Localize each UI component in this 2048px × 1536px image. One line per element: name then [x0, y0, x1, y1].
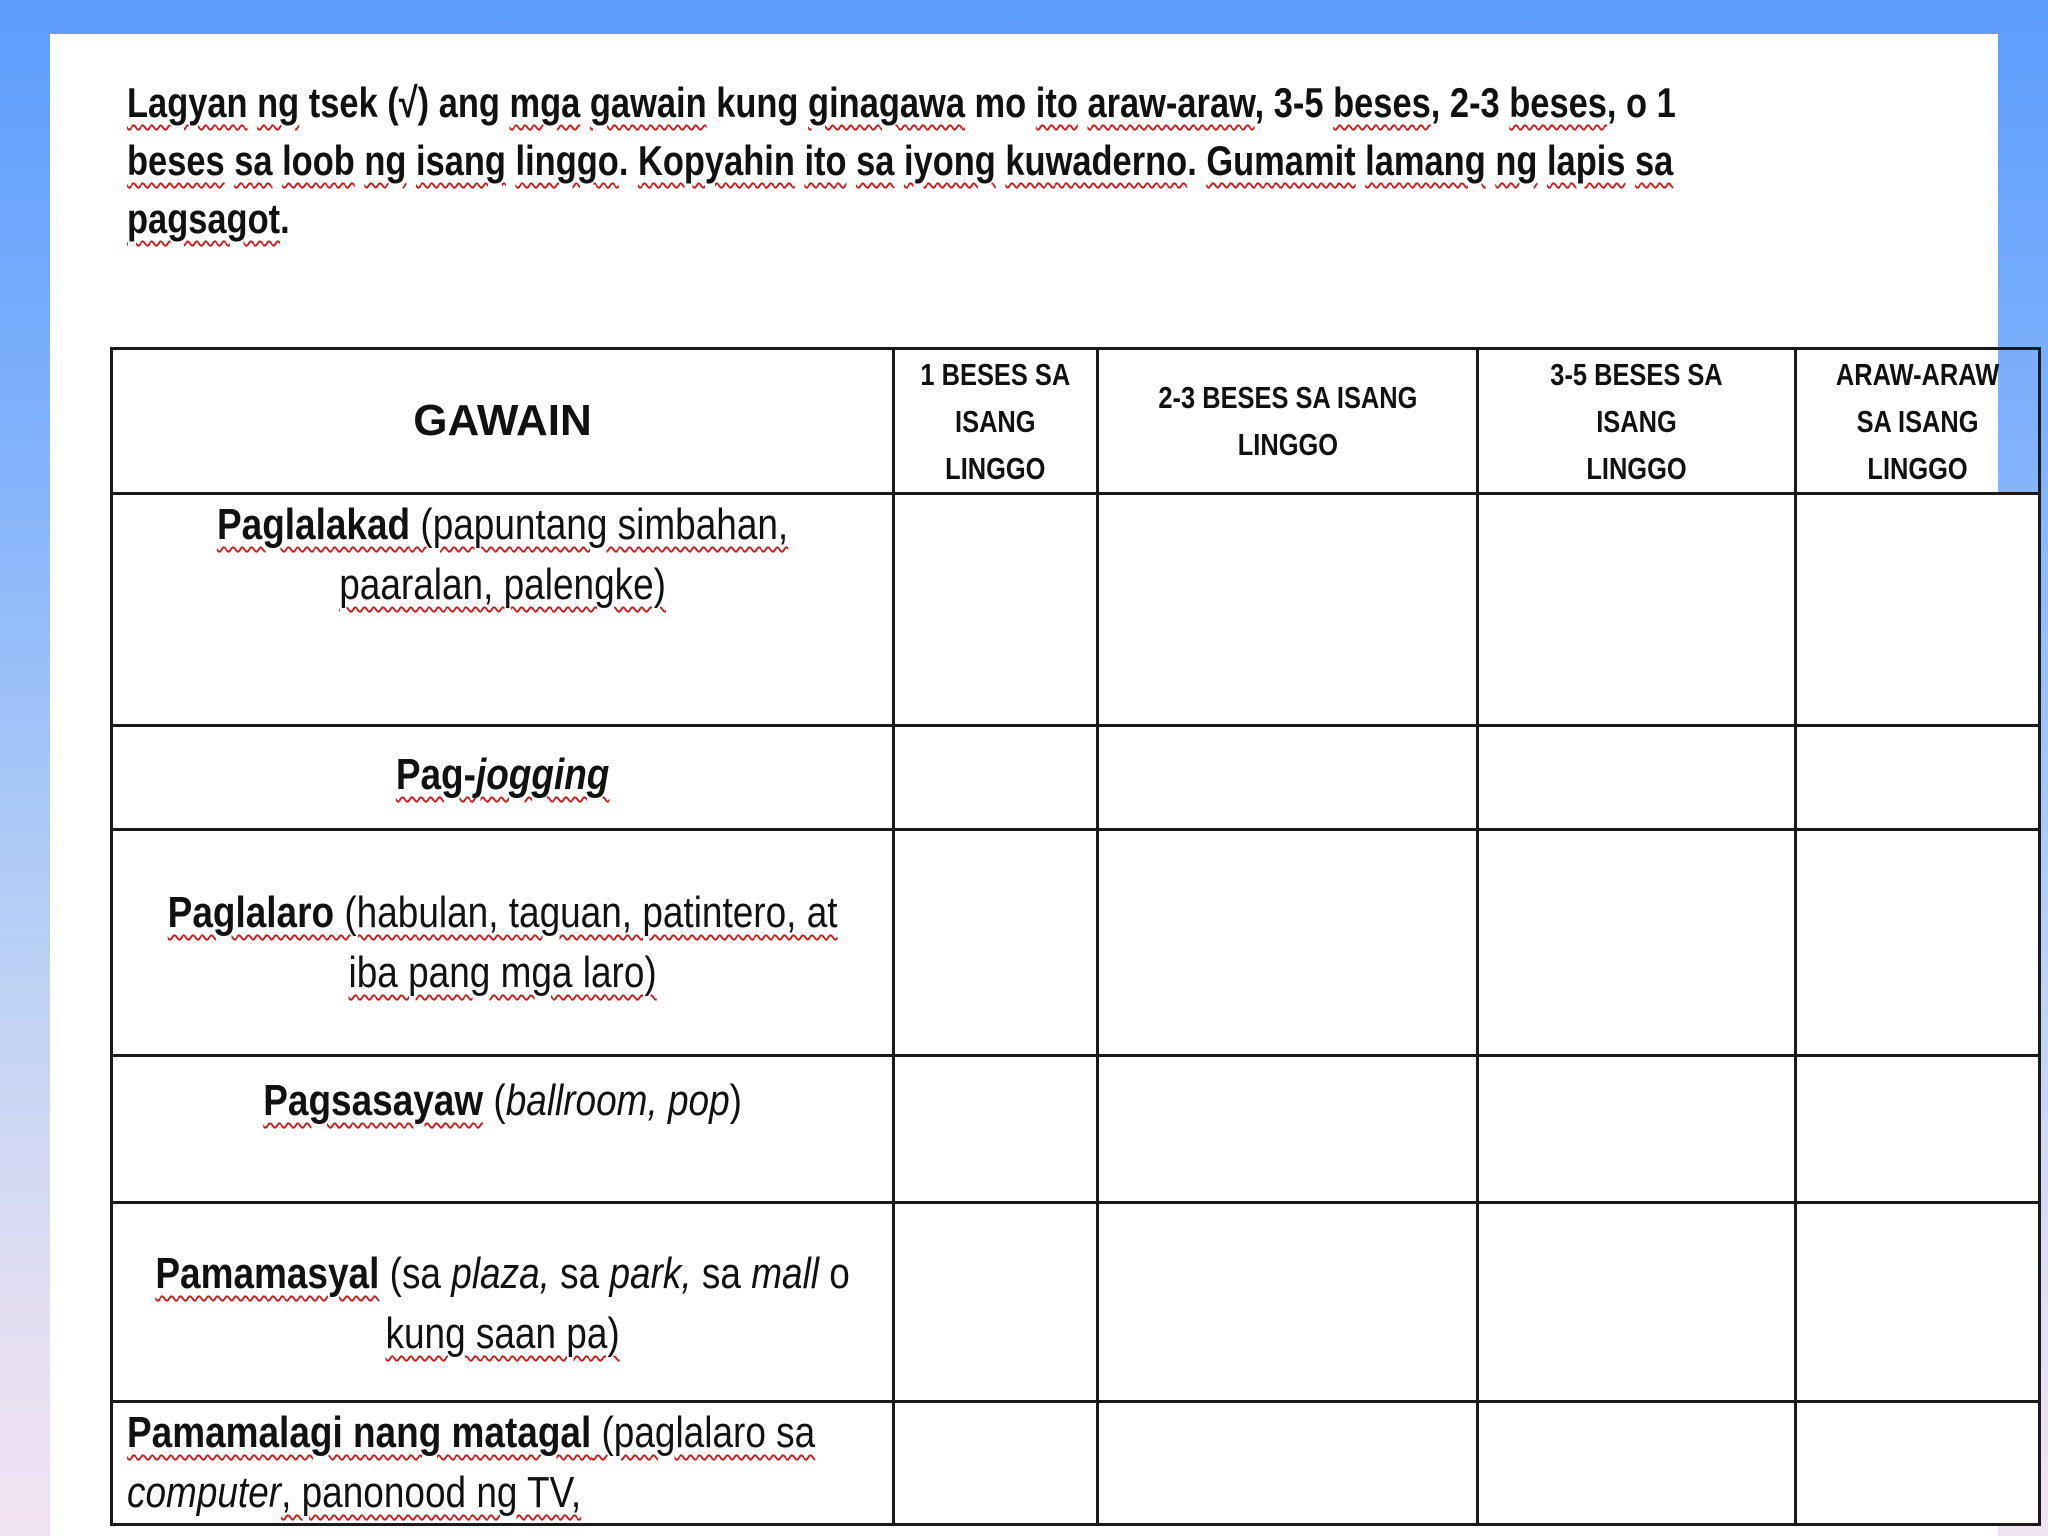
check-cell[interactable] [894, 726, 1098, 830]
check-cell[interactable] [1478, 1402, 1796, 1525]
check-cell[interactable] [894, 1203, 1098, 1402]
instructions-line-1: Lagyan ng tsek (√) ang mga gawain kung ginagawa mo ito araw-araw, 3-5 beses, 2-3 beses, o 1 [127, 79, 1676, 126]
check-cell[interactable] [1796, 726, 2040, 830]
check-cell[interactable] [1098, 1203, 1478, 1402]
activity-pag-jogging: Pag-jogging [112, 726, 894, 830]
table-row [112, 494, 2040, 726]
instructions-line-2: beses sa loob ng isang linggo. Kopyahin ito sa iyong kuwaderno. Gumamit lamang ng lapis sa [127, 137, 1674, 184]
header-2-3-beses: 2-3 BESES SA ISANG LINGGO [1098, 349, 1478, 494]
activity-table [110, 347, 2041, 1526]
check-cell[interactable] [1098, 494, 1478, 726]
check-cell[interactable] [1478, 830, 1796, 1056]
check-cell[interactable] [1478, 1203, 1796, 1402]
check-cell[interactable] [1796, 1203, 2040, 1402]
header-3-5-beses: 3-5 BESES SA ISANG LINGGO [1478, 349, 1796, 494]
header-gawain: GAWAIN [112, 349, 894, 494]
check-cell[interactable] [1796, 830, 2040, 1056]
header-1-beses: 1 BESES SA ISANG LINGGO [894, 349, 1098, 494]
check-cell[interactable] [1098, 726, 1478, 830]
check-cell[interactable] [1796, 494, 2040, 726]
worksheet-page [50, 34, 1998, 1536]
table-row [112, 1056, 2040, 1203]
instructions-text [127, 74, 1917, 248]
check-cell[interactable] [1478, 1056, 1796, 1203]
table-row [112, 1402, 2040, 1525]
check-cell[interactable] [1796, 1402, 2040, 1525]
check-cell[interactable] [894, 830, 1098, 1056]
check-cell[interactable] [1478, 726, 1796, 830]
activity-paglalaro: Paglalaro (habulan, taguan, patintero, at iba pang mga laro) [112, 830, 894, 1056]
activity-paglalakad: Paglalakad (papuntang simbahan, paaralan, palengke) [112, 494, 894, 726]
check-cell[interactable] [1098, 1056, 1478, 1203]
instructions-line-3: pagsagot. [127, 195, 290, 242]
table-row [112, 1203, 2040, 1402]
check-cell[interactable] [894, 1056, 1098, 1203]
activity-pamamasyal: Pamamasyal (sa plaza, sa park, sa mall o kung saan pa) [112, 1203, 894, 1402]
table-row [112, 830, 2040, 1056]
check-cell[interactable] [894, 1402, 1098, 1525]
check-cell[interactable] [1098, 1402, 1478, 1525]
check-cell[interactable] [894, 494, 1098, 726]
check-cell[interactable] [1098, 830, 1478, 1056]
activity-pamamalagi: Pamamalagi nang matagal (paglalaro sa computer, panonood ng TV, [112, 1402, 894, 1525]
table-header-row [112, 349, 2040, 494]
header-araw-araw: ARAW-ARAW SA ISANG LINGGO [1796, 349, 2040, 494]
table-row [112, 726, 2040, 830]
check-cell[interactable] [1796, 1056, 2040, 1203]
check-cell[interactable] [1478, 494, 1796, 726]
activity-pagsasayaw: Pagsasayaw (ballroom, pop) [112, 1056, 894, 1203]
